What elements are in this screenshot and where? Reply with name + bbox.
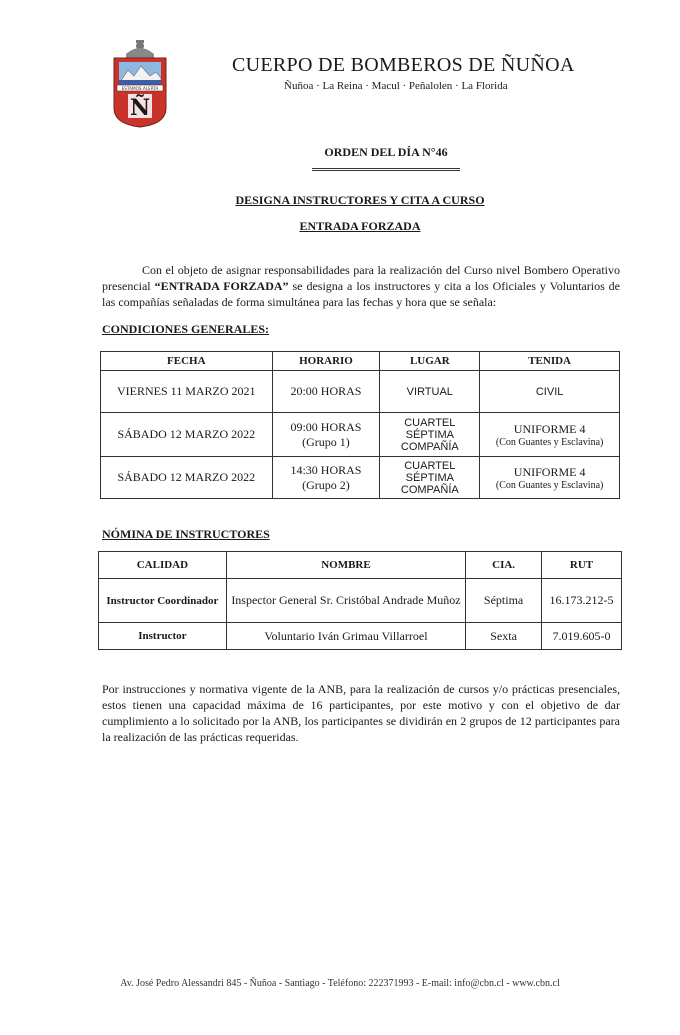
document-subtitle-2: ENTRADA FORZADA: [299, 219, 421, 233]
capacity-paragraph: Por instrucciones y normativa vigente de la ANB, para la realización de cursos y/o prácticas presenciales, estos tienen una capacidad máxima de 16 participantes, por este motivo y con el objetivo de dar cumplimiento a lo solicitado por la ANB, los participantes se dividirán en 2 grupos de 12 participantes para la realización de las prácticas requeridas.: [102, 682, 620, 744]
table-row: [101, 457, 620, 499]
logo-motto: ESTAMOS ALERTA: [121, 86, 159, 91]
cell-lugar: VIRTUAL: [380, 371, 480, 413]
cell-horario: [272, 457, 380, 499]
tenida-note: (Con Guantes y Esclavina): [495, 479, 604, 491]
order-title: ORDEN DEL DÍA N°46: [324, 145, 448, 159]
cell-fecha: SÁBADO 12 MARZO 2022: [101, 457, 273, 499]
column-header: FECHA: [101, 352, 273, 371]
organization-logo: [110, 38, 170, 128]
cell-tenida: CIVIL: [480, 371, 620, 413]
table-row: [99, 579, 622, 623]
cell-calidad: Instructor Coordinador: [99, 579, 227, 623]
section-title-conditions: CONDICIONES GENERALES:: [102, 322, 270, 336]
horario-group: (Grupo 1): [302, 434, 350, 449]
cell-cia: Sexta: [466, 623, 542, 650]
cell-lugar: CUARTEL SÉPTIMA COMPAÑÍA: [380, 413, 480, 457]
column-header: LUGAR: [380, 352, 480, 371]
section-title-instructors: NÓMINA DE INSTRUCTORES: [102, 527, 270, 541]
table-header-row: [101, 352, 620, 371]
table-row: [99, 623, 622, 650]
intro-paragraph: [102, 262, 620, 310]
column-header: TENIDA: [480, 352, 620, 371]
logo-letter: Ñ: [129, 95, 151, 121]
cell-lugar: CUARTEL SÉPTIMA COMPAÑÍA: [380, 457, 480, 499]
intro-text-after: se designa a los instructores y cita a los Oficiales y Voluntarios de las compañías señaladas de forma simultánea para las fechas y hora que se señala:: [102, 279, 621, 309]
organization-communes: Ñuñoa · La Reina · Macul · Peñalolen · La Florida: [284, 80, 508, 92]
horario-time: 14:30 HORAS: [290, 462, 362, 477]
footer-contact: Av. José Pedro Alessandri 845 - Ñuñoa - Santiago - Teléfono: 222371993 - E-mail: info@cbn.cl - www.cbn.cl: [120, 978, 560, 989]
column-header: CALIDAD: [99, 552, 227, 579]
cell-fecha: SÁBADO 12 MARZO 2022: [101, 413, 273, 457]
cell-calidad: Instructor: [99, 623, 227, 650]
title-divider: [312, 168, 460, 171]
horario-time: 09:00 HORAS: [290, 419, 362, 434]
tenida-name: UNIFORME 4: [513, 421, 586, 436]
table-row: [101, 371, 620, 413]
document-subtitle-1: DESIGNA INSTRUCTORES Y CITA A CURSO: [235, 193, 485, 207]
cell-horario: [272, 413, 380, 457]
column-header: RUT: [542, 552, 622, 579]
horario-time: 20:00 HORAS: [290, 384, 362, 398]
cell-rut: 16.173.212-5: [542, 579, 622, 623]
cell-horario: [272, 371, 380, 413]
organization-name: CUERPO DE BOMBEROS DE ÑUÑOA: [232, 54, 575, 76]
cell-cia: Séptima: [466, 579, 542, 623]
cell-fecha: VIERNES 11 MARZO 2021: [101, 371, 273, 413]
intro-text-before: Con el objeto de asignar responsabilidades para la realización del Curso nivel Bombero Operativo presencial: [102, 263, 620, 293]
intro-text-emphasis: “ENTRADA FORZADA”: [154, 279, 289, 293]
cell-tenida: [480, 413, 620, 457]
cell-tenida: [480, 457, 620, 499]
tenida-name: UNIFORME 4: [513, 464, 586, 479]
cell-nombre: Inspector General Sr. Cristóbal Andrade Muñoz: [226, 579, 465, 623]
cell-rut: 7.019.605-0: [542, 623, 622, 650]
conditions-table: [100, 351, 620, 499]
tenida-note: (Con Guantes y Esclavina): [495, 436, 604, 448]
instructors-table: [98, 551, 622, 650]
cell-nombre: Voluntario Iván Grimau Villarroel: [226, 623, 465, 650]
column-header: NOMBRE: [226, 552, 465, 579]
table-header-row: [99, 552, 622, 579]
table-row: [101, 413, 620, 457]
column-header: CIA.: [466, 552, 542, 579]
column-header: HORARIO: [272, 352, 380, 371]
horario-group: (Grupo 2): [302, 477, 350, 492]
